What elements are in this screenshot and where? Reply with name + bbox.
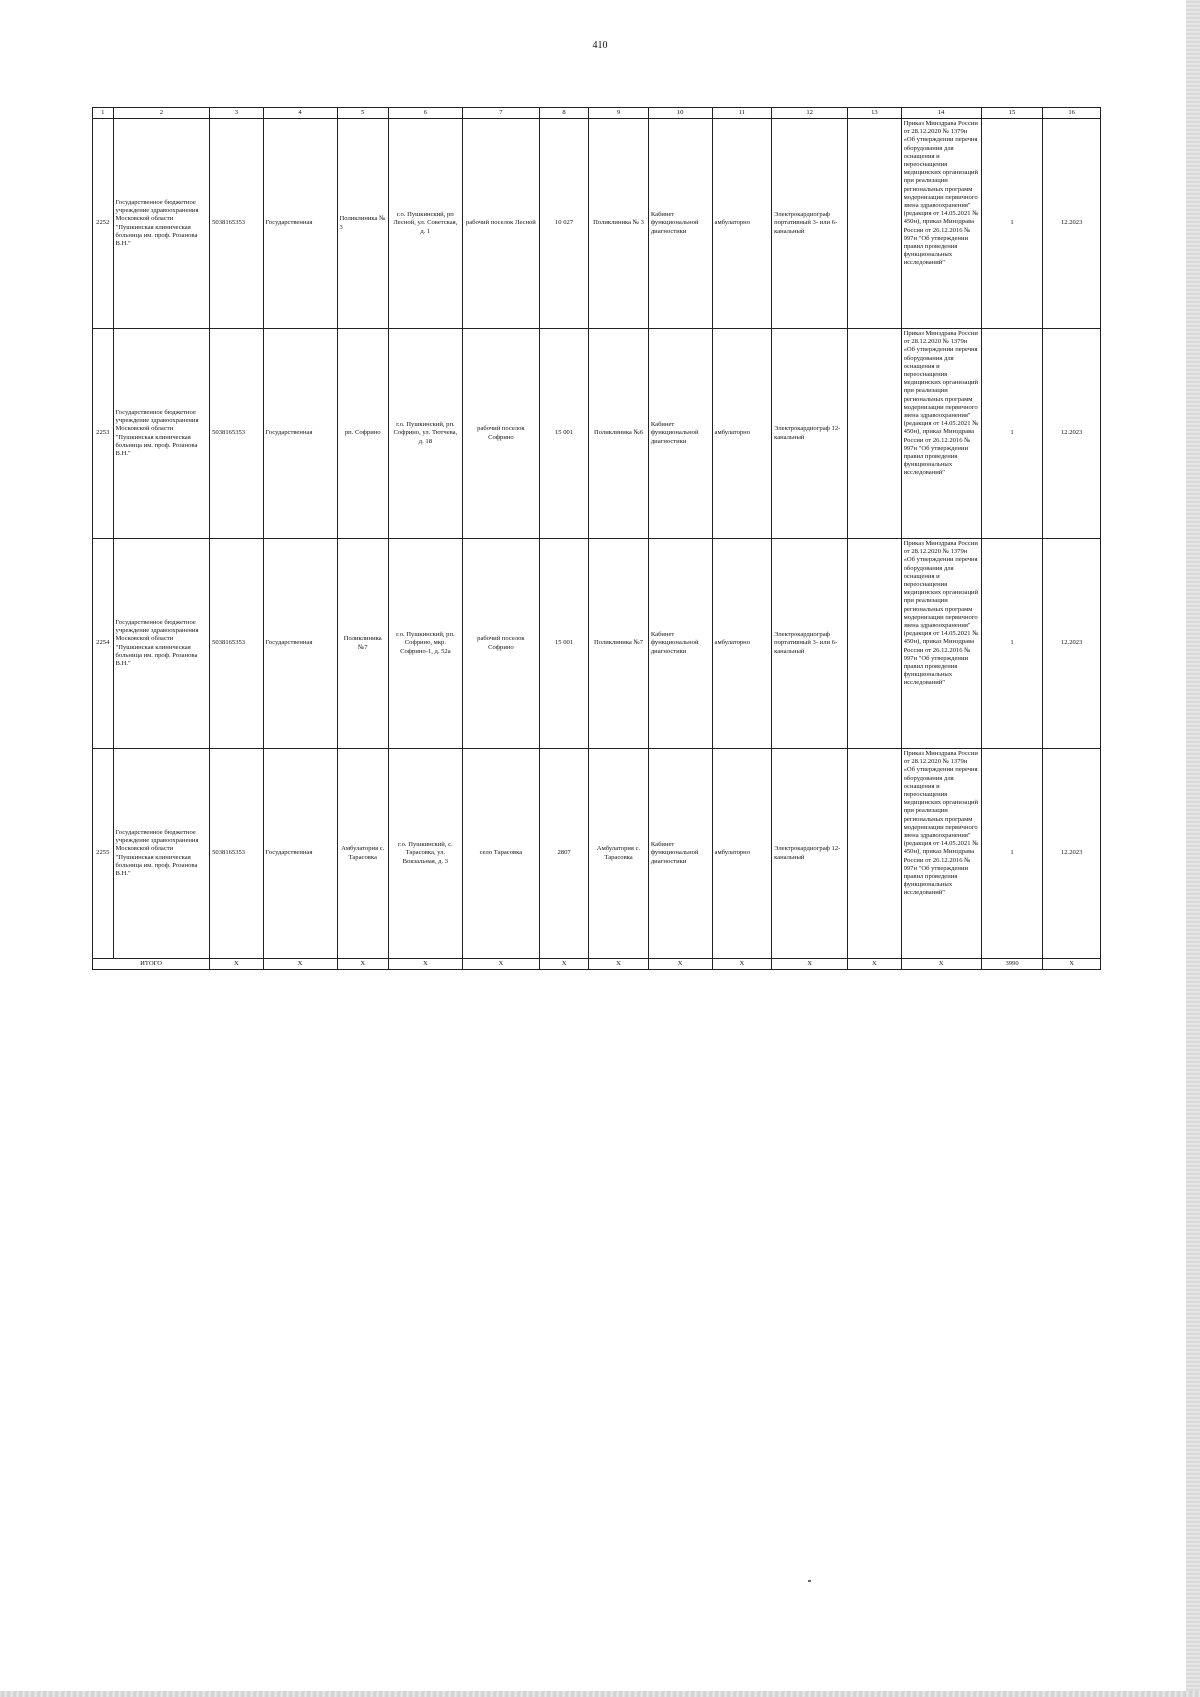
address: г.о. Пушкинский, рп. Софрино, ул. Тютчева, д. 18	[388, 329, 462, 539]
total-cell: Х	[772, 959, 848, 970]
column-13-cell	[848, 539, 901, 749]
total-cell: Х	[901, 959, 981, 970]
column-number: 14	[901, 108, 981, 119]
column-number: 9	[589, 108, 649, 119]
inn-code: 5038165353	[210, 749, 263, 959]
total-cell: Х	[712, 959, 772, 970]
room: Кабинет функциональной диагностики	[648, 539, 712, 749]
division: Амбулатория с. Тарасовка	[589, 749, 649, 959]
column-number: 16	[1043, 108, 1101, 119]
ownership-form: Государственная	[263, 539, 337, 749]
table-row	[93, 119, 1101, 329]
column-number: 4	[263, 108, 337, 119]
total-cell: Х	[1043, 959, 1101, 970]
organization-name: Государственное бюджетное учреждение здравоохранения Московской области "Пушкинская клиническая больница им. проф. Розанова В.Н."	[113, 119, 210, 329]
legal-basis	[901, 749, 981, 959]
organization-name: Государственное бюджетное учреждение здравоохранения Московской области "Пушкинская клиническая больница им. проф. Розанова В.Н."	[113, 329, 210, 539]
care-type: амбулаторно	[712, 749, 772, 959]
legal-basis-text: Приказ Минздрава России от 28.12.2020 № 1379н «Об утверждении перечня оборудования для оснащения и переоснащения медицинских организаций при реализации региональных программ модернизации первичного звена здравоохранения"(редакция от 14.05.2021 № 450н), приказ Минздрава России от 26.12.2016 № 997н "Об утверждении правил проведения функциональных исследований"	[903, 120, 979, 267]
equipment: Электрокардиограф 12-канальный	[772, 749, 848, 959]
column-number: 13	[848, 108, 901, 119]
total-cell: Х	[539, 959, 588, 970]
quantity: 1	[981, 329, 1043, 539]
structural-unit: рп. Софрино	[337, 329, 388, 539]
total-quantity: 3990	[981, 959, 1043, 970]
total-cell: Х	[648, 959, 712, 970]
scan-bottom-edge	[0, 1691, 1200, 1697]
row-number: 2252	[93, 119, 114, 329]
column-number: 7	[462, 108, 539, 119]
column-13-cell	[848, 749, 901, 959]
division: Поликлиника №7	[589, 539, 649, 749]
legal-basis-text: Приказ Минздрава России от 28.12.2020 № 1379н «Об утверждении перечня оборудования для оснащения и переоснащения медицинских организаций при реализации региональных программ модернизации первичного звена здравоохранения"(редакция от 14.05.2021 № 450н), приказ Минздрава России от 26.12.2016 № 997н "Об утверждении правил проведения функциональных исследований"	[903, 750, 979, 897]
address: г.о. Пушкинский, рп Лесной, ул. Советская, д. 1	[388, 119, 462, 329]
total-cell: Х	[462, 959, 539, 970]
column-number-row	[93, 108, 1101, 119]
scan-edge	[1186, 0, 1200, 1697]
inn-code: 5038165353	[210, 119, 263, 329]
ownership-form: Государственная	[263, 329, 337, 539]
delivery-date: 12.2023	[1043, 749, 1101, 959]
settlement: рабочий поселок Лесной	[462, 119, 539, 329]
table-row	[93, 539, 1101, 749]
ownership-form: Государственная	[263, 749, 337, 959]
row-number: 2253	[93, 329, 114, 539]
room: Кабинет функциональной диагностики	[648, 749, 712, 959]
page-number: 410	[592, 40, 608, 51]
settlement: село Тарасовка	[462, 749, 539, 959]
delivery-date: 12.2023	[1043, 119, 1101, 329]
ownership-form: Государственная	[263, 119, 337, 329]
delivery-date: 12.2023	[1043, 329, 1101, 539]
room: Кабинет функциональной диагностики	[648, 329, 712, 539]
legal-basis	[901, 539, 981, 749]
delivery-date: 12.2023	[1043, 539, 1101, 749]
total-cell: Х	[337, 959, 388, 970]
equipment: Электрокардиограф 12-канальный	[772, 329, 848, 539]
table-row	[93, 749, 1101, 959]
column-number: 3	[210, 108, 263, 119]
population: 2807	[539, 749, 588, 959]
room: Кабинет функциональной диагностики	[648, 119, 712, 329]
inn-code: 5038165353	[210, 539, 263, 749]
organization-name: Государственное бюджетное учреждение здравоохранения Московской области "Пушкинская клиническая больница им. проф. Розанова В.Н."	[113, 749, 210, 959]
equipment: Электрокардиограф портативный 3- или 6-канальный	[772, 539, 848, 749]
care-type: амбулаторно	[712, 119, 772, 329]
total-cell: Х	[388, 959, 462, 970]
division: Поликлиника №6	[589, 329, 649, 539]
population: 10 027	[539, 119, 588, 329]
row-number: 2254	[93, 539, 114, 749]
total-cell: Х	[263, 959, 337, 970]
column-number: 1	[93, 108, 114, 119]
column-number: 2	[113, 108, 210, 119]
column-number: 10	[648, 108, 712, 119]
quantity: 1	[981, 539, 1043, 749]
structural-unit: Поликлиника №7	[337, 539, 388, 749]
structural-unit: Поликлиника № 3	[337, 119, 388, 329]
legal-basis-text: Приказ Минздрава России от 28.12.2020 № 1379н «Об утверждении перечня оборудования для оснащения и переоснащения медицинских организаций при реализации региональных программ модернизации первичного звена здравоохранения"(редакция от 14.05.2021 № 450н), приказ Минздрава России от 26.12.2016 № 997н "Об утверждении правил проведения функциональных исследований"	[903, 540, 979, 687]
legal-basis	[901, 329, 981, 539]
total-row	[93, 959, 1101, 970]
division: Поликлиника № 3	[589, 119, 649, 329]
legal-basis-text: Приказ Минздрава России от 28.12.2020 № 1379н «Об утверждении перечня оборудования для оснащения и переоснащения медицинских организаций при реализации региональных программ модернизации первичного звена здравоохранения"(редакция от 14.05.2021 № 450н), приказ Минздрава России от 26.12.2016 № 997н "Об утверждении правил проведения функциональных исследований"	[903, 330, 979, 477]
care-type: амбулаторно	[712, 539, 772, 749]
legal-basis	[901, 119, 981, 329]
structural-unit: Амбулатория с. Тарасовка	[337, 749, 388, 959]
care-type: амбулаторно	[712, 329, 772, 539]
equipment: Электрокардиограф портативный 3- или 6-канальный	[772, 119, 848, 329]
address: г.о. Пушкинский, с. Тарасовка, ул. Вокзальная, д. 3	[388, 749, 462, 959]
total-cell: Х	[589, 959, 649, 970]
total-label: ИТОГО	[93, 959, 210, 970]
column-number: 11	[712, 108, 772, 119]
column-13-cell	[848, 329, 901, 539]
total-cell: Х	[210, 959, 263, 970]
address: г.о. Пушкинский, рп. Софрино, мкр. Софрино-1, д. 52а	[388, 539, 462, 749]
column-number: 8	[539, 108, 588, 119]
inn-code: 5038165353	[210, 329, 263, 539]
quantity: 1	[981, 119, 1043, 329]
organization-name: Государственное бюджетное учреждение здравоохранения Московской области "Пушкинская клиническая больница им. проф. Розанова В.Н."	[113, 539, 210, 749]
total-cell: Х	[848, 959, 901, 970]
column-number: 5	[337, 108, 388, 119]
population: 15 001	[539, 539, 588, 749]
settlement: рабочий поселок Софрино	[462, 539, 539, 749]
population: 15 001	[539, 329, 588, 539]
column-number: 15	[981, 108, 1043, 119]
equipment-register-table	[92, 107, 1101, 970]
row-number: 2255	[93, 749, 114, 959]
settlement: рабочий поселок Софрино	[462, 329, 539, 539]
column-number: 6	[388, 108, 462, 119]
column-number: 12	[772, 108, 848, 119]
table-row	[93, 329, 1101, 539]
quantity: 1	[981, 749, 1043, 959]
scan-speck	[808, 1580, 811, 1582]
column-13-cell	[848, 119, 901, 329]
